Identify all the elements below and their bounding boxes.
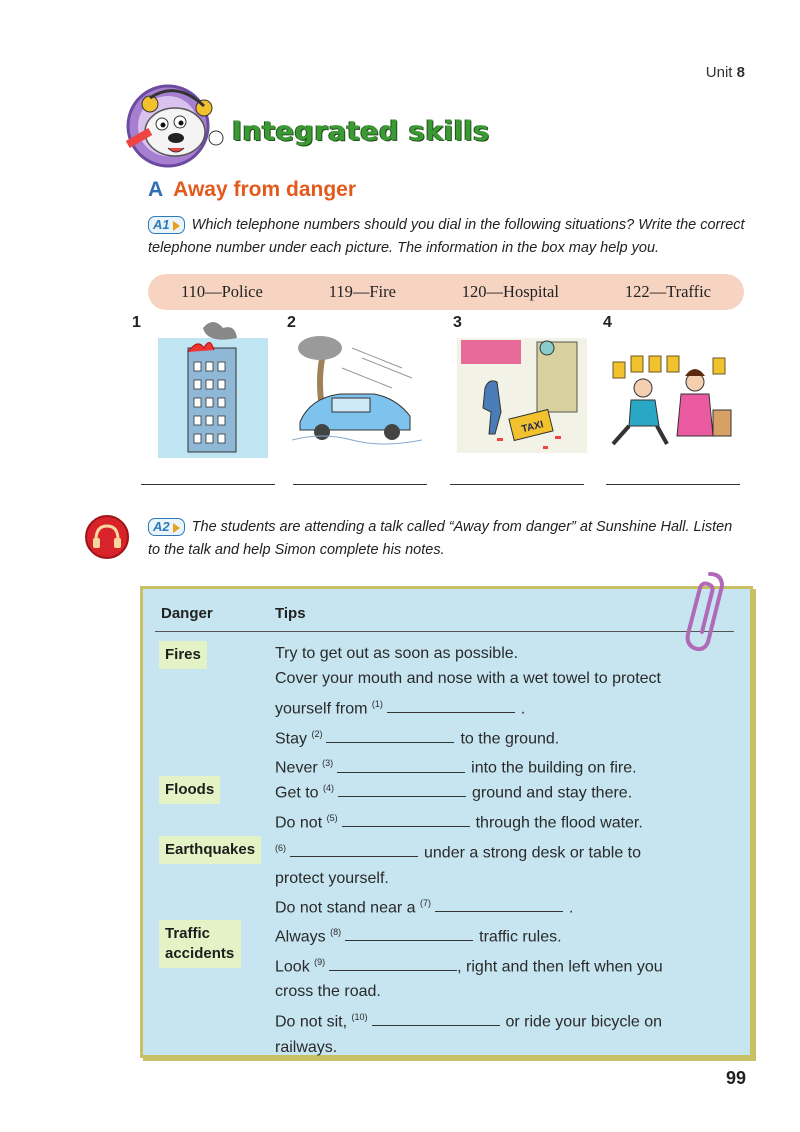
phone-hospital: 120—Hospital — [461, 282, 559, 301]
tip-line: Do not sit, $^{(10)}$ or ride your bicycle on — [275, 1011, 663, 1031]
danger-fires: Fires — [159, 641, 207, 669]
a2-tag: A2 — [148, 518, 185, 536]
picture-number: 3 — [453, 314, 462, 331]
tip-line: Always $^{(8)}$ traffic rules. — [275, 927, 562, 946]
answer-line[interactable] — [293, 484, 427, 485]
a2-instruction-block — [148, 516, 748, 562]
section-banner-title: Integrated skills — [232, 116, 490, 147]
tip-line: Look $^{(9)}$ , right and then left when you — [275, 956, 663, 976]
danger-traffic-accidents: Traffic accidents — [159, 920, 241, 968]
answer-blank[interactable] — [345, 926, 473, 941]
svg-text:TAXI: TAXI — [520, 419, 545, 436]
tip-line: Do not $^{(5)}$ through the flood water. — [275, 812, 643, 832]
a1-tag: A1 — [148, 216, 185, 234]
a1-instruction: Which telephone numbers should you dial in the following situations? Write the correct telephone number under each picture. The information in the box may help you. — [148, 217, 745, 256]
tip-line: Do not stand near a $^{(7)}$ . — [275, 898, 574, 917]
picture-number: 2 — [287, 314, 296, 331]
answer-blank[interactable] — [435, 897, 563, 912]
traffic-accident-icon — [457, 318, 587, 458]
page-number: 99 — [725, 1068, 746, 1088]
car-in-storm-icon — [292, 318, 422, 458]
danger-floods: Floods — [159, 776, 220, 804]
tip-line: Cover your mouth and nose with a wet towel to protect — [275, 670, 661, 688]
tip-line: railways. — [275, 1038, 338, 1056]
tip-line: protect yourself. — [275, 869, 389, 887]
tips-earthquakes — [275, 836, 641, 921]
answer-blank[interactable] — [387, 698, 515, 713]
unit-number: 8 — [736, 64, 745, 81]
tips-floods — [275, 776, 643, 835]
header-divider — [155, 631, 734, 632]
tip-line: Stay $^{(2)}$ to the ground. — [275, 728, 560, 747]
paper-clip-icon — [680, 570, 728, 652]
answer-blank[interactable] — [342, 812, 470, 827]
tips-column-header: Tips — [275, 605, 306, 622]
phone-number-box — [148, 274, 744, 310]
tip-line: Get to $^{(4)}$ ground and stay there. — [275, 783, 633, 802]
answer-line[interactable] — [141, 484, 275, 485]
tip-line: cross the road. — [275, 983, 381, 1001]
unit-label: Unit 8 — [705, 64, 745, 81]
a2-instruction: The students are attending a talk called “Away from danger” at Sunshine Hall. Listen to the talk and help Simon complete his notes. — [148, 519, 733, 558]
section-heading — [148, 178, 356, 202]
tip-line: Try to get out as soon as possible. — [275, 645, 519, 662]
listening-headphones-icon — [84, 514, 130, 560]
danger-column-header: Danger — [161, 605, 213, 622]
danger-earthquakes: Earthquakes — [159, 836, 261, 864]
notes-table — [140, 586, 753, 1058]
answer-blank[interactable] — [290, 842, 418, 857]
answer-blank[interactable] — [329, 956, 457, 971]
section-title: Away from danger — [173, 178, 356, 201]
tip-line: yourself from $^{(1)}$ . — [275, 698, 526, 718]
answer-blank[interactable] — [337, 758, 465, 773]
a1-instruction-block — [148, 214, 768, 260]
play-arrow-icon — [173, 221, 180, 231]
tips-traffic-accidents — [275, 920, 663, 1060]
phone-traffic: 122—Traffic — [624, 282, 712, 301]
dog-mascot-icon — [120, 82, 230, 172]
tips-fires — [275, 641, 661, 781]
answer-blank[interactable] — [326, 728, 454, 743]
tip-line: $^{(6)}$ under a strong desk or table to — [275, 843, 642, 862]
picture-number: 1 — [132, 314, 141, 331]
answer-line[interactable] — [450, 484, 584, 485]
tip-line: Never $^{(3)}$ into the building on fire. — [275, 758, 637, 777]
phone-police: 110—Police — [180, 282, 263, 301]
answer-blank[interactable] — [372, 1011, 500, 1026]
play-arrow-icon — [173, 523, 180, 533]
injured-shopper-icon — [603, 318, 733, 458]
answer-blank[interactable] — [338, 782, 466, 797]
answer-line[interactable] — [606, 484, 740, 485]
phone-fire: 119—Fire — [328, 282, 396, 301]
burning-building-icon — [148, 318, 278, 458]
section-letter: A — [148, 178, 164, 201]
picture-number: 4 — [603, 314, 612, 331]
